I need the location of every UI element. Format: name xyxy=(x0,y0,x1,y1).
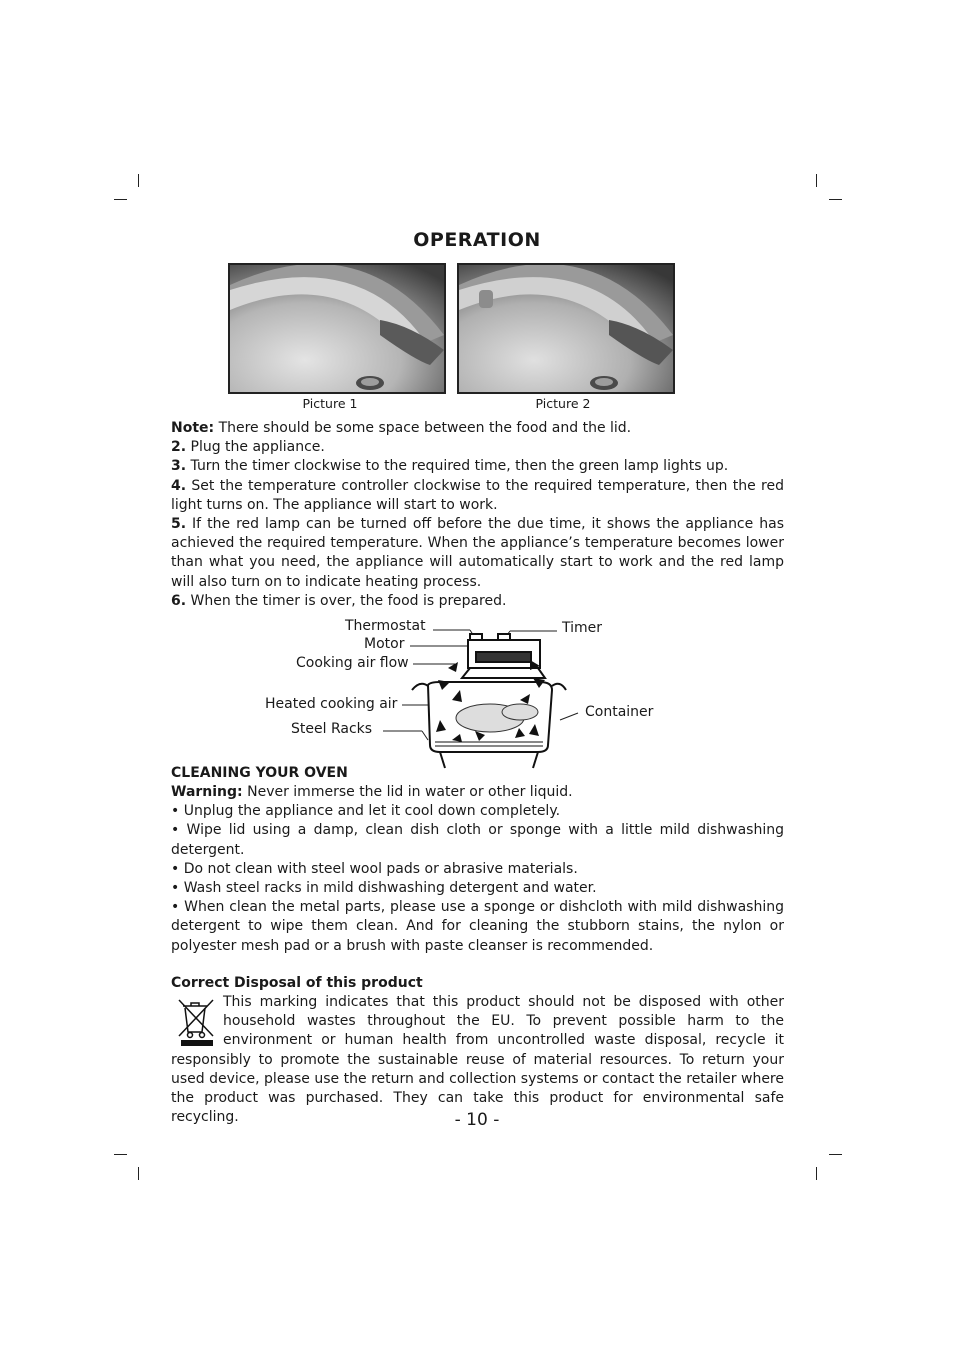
step-text: When the timer is over, the food is prepared. xyxy=(186,592,507,609)
timer-label: Timer xyxy=(562,620,603,636)
step-number: 5. xyxy=(171,516,187,533)
crop-mark xyxy=(829,1154,842,1155)
step-text: Turn the timer clockwise to the required time, then the green lamp lights up. xyxy=(186,458,729,475)
steel-racks-label: Steel Racks xyxy=(291,721,373,737)
cleaning-bullet: • Do not clean with steel wool pads or abrasive materials. xyxy=(171,860,578,877)
warning-label: Warning: xyxy=(171,784,243,800)
picture-2-caption: Picture 2 xyxy=(535,396,591,411)
note-text: There should be some space between the food and the lid. xyxy=(214,420,632,436)
crop-mark xyxy=(114,1154,127,1155)
container-label: Container xyxy=(585,704,654,720)
crop-mark xyxy=(816,1167,817,1180)
cleaning-text xyxy=(171,783,784,956)
step-number: 2. xyxy=(171,439,187,456)
picture-1-caption: Picture 1 xyxy=(302,396,358,411)
disposal-paragraph: This marking indicates that this product should not be disposed with other household wastes throughout the EU. To prevent possible harm to the environment or human health from uncontrolled waste disposal, recycle it responsibly to promote the sustainable reuse of material resources. To return your used device, please use the return and collection systems or contact the retailer where the product was purchased. They can take this product for environmental safe recycling. xyxy=(171,994,784,1126)
crop-mark xyxy=(138,1167,139,1180)
warning-line xyxy=(171,783,784,802)
cleaning-bullet: • Wipe lid using a damp, clean dish cloth or sponge with a little mild dishwashing detergent. xyxy=(171,822,784,858)
disposal-heading: Correct Disposal of this product xyxy=(171,975,423,991)
cooking-air-flow-label: Cooking air flow xyxy=(296,655,409,671)
heated-cooking-air-label: Heated cooking air xyxy=(265,696,398,712)
warning-text: Never immerse the lid in water or other liquid. xyxy=(242,784,573,800)
cleaning-bullet: • When clean the metal parts, please use a sponge or dishcloth with mild dishwashing detergent to wipe them clean. And for cleaning the stubborn stains, the nylon or polyester mesh pad or a brush with paste cleanser is recommended. xyxy=(171,899,784,954)
note-label: Note: xyxy=(171,420,215,436)
disposal-text xyxy=(171,993,784,1127)
cleaning-bullet: • Wash steel racks in mild dishwashing detergent and water. xyxy=(171,880,597,897)
step-text: Plug the appliance. xyxy=(186,439,325,456)
page-title: OPERATION xyxy=(413,229,541,251)
thermostat-label: Thermostat xyxy=(345,618,426,634)
cleaning-heading: CLEANING YOUR OVEN xyxy=(171,765,348,781)
step-text: Set the temperature controller clockwise to the required temperature, then the red light turns on. The appliance will start to work. xyxy=(171,477,784,513)
step-text: If the red lamp can be turned off before the due time, it shows the appliance has achieved the required temperature. When the appliance’s temperature becomes lower than what you need, the appliance will automatically start to work and the red lamp will also turn on to indicate heating process. xyxy=(171,516,784,590)
cleaning-bullet: • Unplug the appliance and let it cool down completely. xyxy=(171,803,561,820)
motor-label: Motor xyxy=(364,636,405,652)
page-number: - 10 - xyxy=(454,1110,500,1130)
step-number: 6. xyxy=(171,592,187,609)
step-number: 4. xyxy=(171,477,187,494)
step-number: 3. xyxy=(171,458,187,475)
